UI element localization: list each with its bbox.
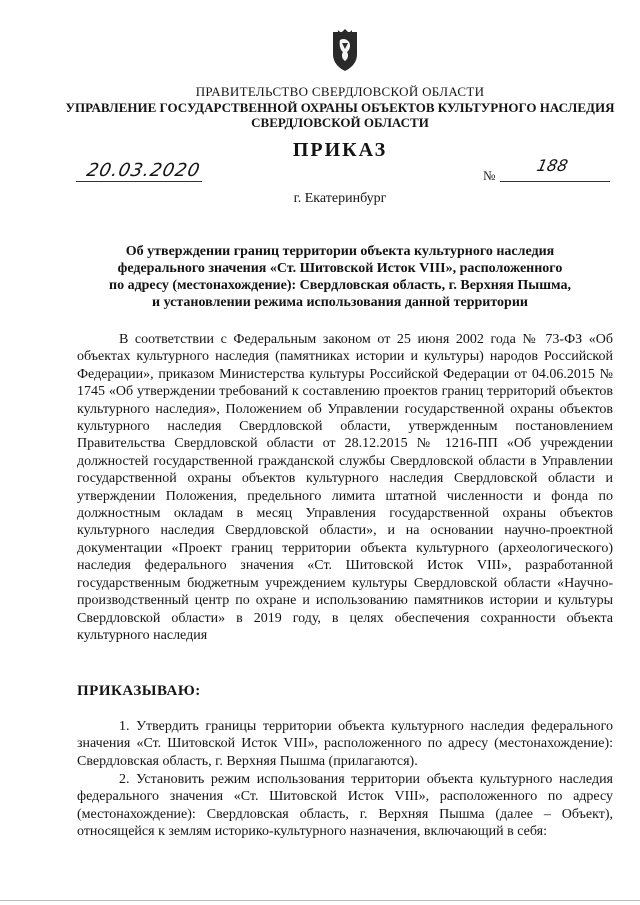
order-item-1: 1. Утвердить границы территории объекта культурного наследия федерального значения «Ст. Шитовской Исток VIII», расположенного по адресу (местонахождение): Свердловская область, г. Верхняя Пышма (прилагаются).: [77, 719, 613, 769]
date-underline: [76, 181, 202, 182]
order-number: 188: [534, 156, 570, 175]
order-operative-label: ПРИКАЗЫВАЮ:: [77, 683, 201, 699]
preamble-paragraph: В соответствии с Федеральным законом от 25 июня 2002 года № 73-ФЗ «Об объектах культурного наследия (памятниках истории и культуры) народов Российской Федерации», приказом Министерства культуры Российской Федерации от 04.06.2015 № 1745 «Об утверждении требований к составлению проектов границ территорий объектов культурного наследия», Положением об Управлении государственной охраны объектов культурного наследия Свердловской области, утвержденным постановлением Правительства Свердловской области от 28.12.2015 № 1216-ПП «Об учреждении должностей государственной гражданской службы Свердловской области в Управлении государственной охраны объектов культурного наследия Свердловской области и утверждении Положения, предельного лимита штатной численности и фонда по должностным окладам в месяц Управления государственной охраны объектов культурного наследия Свердловской области», и на основании научно-проектной документации «Проект границ территории объекта культурного (археологического) наследия федерального значения «Ст. Шитовской Исток VIII», разработанной государственным бюджетным учреждением культуры Свердловской области «Научно-производственный центр по охране и использованию памятников истории и культуры Свердловской области» в 2019 году, в целях обеспечения сохранности объекта культурного наследия: [77, 332, 613, 643]
coat-of-arms-icon: [329, 28, 361, 72]
heading-line-2: федерального значения «Ст. Шитовской Исток VIII», расположенного: [117, 261, 563, 276]
department-line-1: УПРАВЛЕНИЕ ГОСУДАРСТВЕННОЙ ОХРАНЫ ОБЪЕКТОВ КУЛЬТУРНОГО НАСЛЕДИЯ: [65, 100, 615, 115]
heading-line-3: по адресу (местонахождение): Свердловская область, г. Верхняя Пышма,: [109, 278, 571, 293]
document-title: ПРИКАЗ: [292, 139, 388, 161]
heading-line-4: и установлении режима использования данной территории: [152, 295, 528, 310]
order-heading: [70, 243, 610, 311]
city: г. Екатеринбург: [293, 191, 387, 206]
page-edge: [0, 900, 640, 901]
heading-line-1: Об утверждении границ территории объекта культурного наследия: [125, 244, 555, 259]
order-item-2: 2. Установить режим использования территории объекта культурного наследия федерального значения «Ст. Шитовской Исток VIII», расположенного по адресу (местонахождение): Свердловская область, г. Верхняя Пышма (далее – Объект), относящейся к землям историко-культурного назначения, включающий в себя:: [77, 772, 613, 840]
department-line-2: СВЕРДЛОВСКОЙ ОБЛАСТИ: [251, 115, 429, 130]
government-name: ПРАВИТЕЛЬСТВО СВЕРДЛОВСКОЙ ОБЛАСТИ: [195, 84, 485, 99]
order-number-label: №: [483, 168, 496, 183]
department-name: [60, 100, 620, 130]
order-date: 20.03.2020: [84, 160, 203, 181]
number-underline: [500, 181, 610, 182]
